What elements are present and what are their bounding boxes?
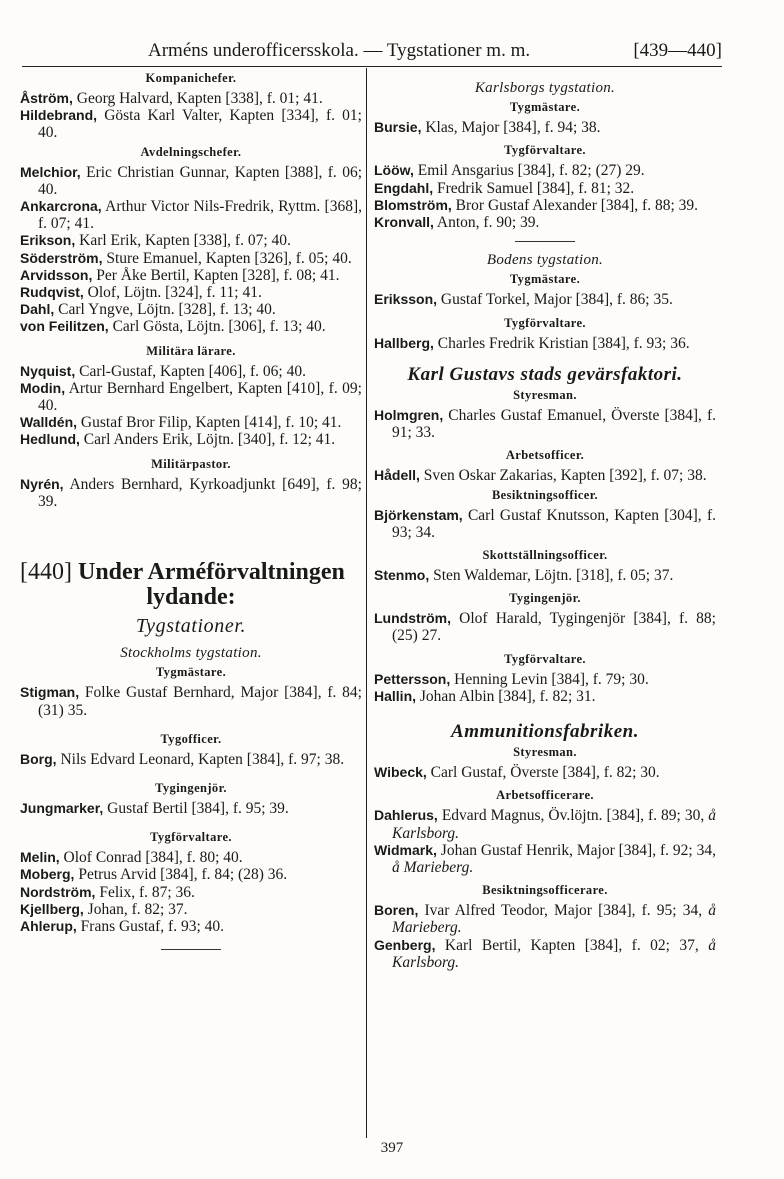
- entry-list: [20, 363, 362, 449]
- section-heading: Skottställningsofficer.: [482, 548, 608, 563]
- person-name: Lööw,: [374, 162, 414, 179]
- entry-list: [374, 467, 716, 484]
- person-entry: [20, 684, 362, 718]
- person-entry: [20, 198, 362, 232]
- person-entry: [20, 318, 362, 335]
- person-name: Moberg,: [20, 866, 75, 883]
- person-details: Johan Albin [384], f. 82; 31.: [416, 687, 596, 705]
- person-location: å Karlsborg.: [392, 807, 716, 842]
- main-heading-line2: lydande:: [146, 584, 236, 611]
- entry-list: [374, 764, 716, 781]
- entry-list: [20, 800, 362, 817]
- person-entry: [20, 431, 362, 448]
- person-entry: [374, 467, 716, 484]
- person-entry: [374, 180, 716, 197]
- person-entry: [20, 901, 362, 918]
- person-details: Klas, Major [384], f. 94; 38.: [421, 119, 601, 137]
- person-name: Stenmo,: [374, 567, 430, 584]
- person-name: Melin,: [20, 849, 60, 866]
- person-name: Eriksson,: [374, 291, 438, 308]
- entry-list: [20, 751, 362, 768]
- person-name: Boren,: [374, 902, 419, 919]
- person-details: Nils Edvard Leonard, Kapten [384], f. 97; 38.: [56, 750, 345, 768]
- person-entry: [20, 751, 362, 768]
- section-title: Ammunitionsfabriken.: [451, 721, 639, 743]
- person-name: Nyrén,: [20, 475, 64, 492]
- right-column: [374, 68, 716, 971]
- person-entry: [374, 119, 716, 136]
- section-heading: Tygingenjör.: [155, 781, 227, 796]
- section-heading: Tygförvaltare.: [504, 315, 586, 330]
- section-heading: Tygmästare.: [509, 272, 581, 287]
- station-title: Karlsborgs tygstation.: [474, 80, 616, 96]
- person-entry: [374, 610, 716, 644]
- person-details: Bror Gustaf Alexander [384], f. 88; 39.: [451, 196, 699, 214]
- person-entry: [374, 197, 716, 214]
- person-entry: [374, 902, 716, 936]
- person-name: Hallin,: [374, 687, 417, 704]
- person-details: Karl Erik, Kapten [338], f. 07; 40.: [75, 232, 291, 250]
- person-entry: [20, 414, 362, 431]
- person-details: Gösta Karl Valter, Kapten [334], f. 01; 40.: [38, 107, 362, 142]
- person-entry: [20, 107, 362, 141]
- person-details: Olof, Löjtn. [324], f. 11; 41.: [83, 284, 262, 302]
- section-heading: Arbetsofficer.: [505, 448, 585, 463]
- person-name: Jungmarker,: [20, 800, 104, 817]
- person-details: Per Åke Bertil, Kapten [328], f. 08; 41.: [92, 266, 340, 284]
- person-name: Björkenstam,: [374, 506, 463, 523]
- person-details: Johan, f. 82; 37.: [83, 900, 188, 918]
- section-heading: Besiktningsofficer.: [491, 487, 599, 502]
- person-name: von Feilitzen,: [20, 318, 109, 335]
- section-heading: Tygmästare.: [509, 100, 581, 115]
- person-details: Sten Waldemar, Löjtn. [318], f. 05; 37.: [429, 567, 674, 585]
- person-details: Sture Emanuel, Kapten [326], f. 05; 40.: [102, 249, 352, 267]
- main-heading-line1: Under Arméförvaltningen: [71, 559, 345, 586]
- person-details: Carl-Gustaf, Kapten [406], f. 06; 40.: [75, 362, 306, 380]
- person-name: Genberg,: [374, 936, 436, 953]
- person-entry: [374, 937, 716, 971]
- entry-list: [374, 507, 716, 541]
- person-details: Petrus Arvid [384], f. 84; (28) 36.: [74, 866, 288, 884]
- person-entry: [20, 866, 362, 883]
- person-name: Lundström,: [374, 610, 451, 627]
- person-name: Hildebrand,: [20, 107, 98, 124]
- person-name: Bursie,: [374, 119, 422, 136]
- person-entry: [20, 800, 362, 817]
- section-heading: Kompanichefer.: [145, 71, 237, 85]
- person-name: Åström,: [20, 90, 73, 106]
- person-entry: [374, 688, 716, 705]
- separator-rule: [161, 949, 221, 950]
- section-heading: Besiktningsofficerare.: [482, 883, 608, 898]
- person-entry: [20, 849, 362, 866]
- person-name: Rudqvist,: [20, 284, 84, 301]
- entry-list: [374, 162, 716, 231]
- person-entry: [20, 90, 362, 107]
- person-entry: [20, 476, 362, 510]
- person-details: Emil Ansgarius [384], f. 82; (27) 29.: [413, 162, 645, 180]
- person-entry: [374, 507, 716, 541]
- person-name: Ahlerup,: [20, 918, 77, 935]
- entry-list: [20, 849, 362, 935]
- person-name: Engdahl,: [374, 179, 434, 196]
- person-details: Frans Gustaf, f. 93; 40.: [76, 918, 225, 936]
- section-heading: Tygförvaltare.: [504, 651, 586, 666]
- entry-list: [374, 902, 716, 971]
- running-title: Arméns underofficersskola. — Tygstationer m. m.: [148, 40, 531, 61]
- entry-list: [374, 567, 716, 584]
- person-entry: [20, 284, 362, 301]
- person-entry: [20, 164, 362, 198]
- entry-list: [374, 291, 716, 308]
- column-divider: [366, 68, 367, 1138]
- person-entry: [374, 291, 716, 308]
- section-heading: Militära lärare.: [146, 343, 236, 358]
- person-entry: [374, 335, 716, 352]
- left-column: [20, 68, 362, 960]
- person-details: Carl Gustaf, Överste [384], f. 82; 30.: [426, 764, 660, 782]
- section-heading: Styresman.: [513, 745, 577, 760]
- main-heading-number: [440]: [20, 559, 72, 586]
- person-details: Anton, f. 90; 39.: [433, 214, 540, 232]
- person-details: Gustaf Bertil [384], f. 95; 39.: [103, 800, 289, 818]
- person-name: Blomström,: [374, 196, 452, 213]
- person-entry: [20, 250, 362, 267]
- person-entry: [20, 363, 362, 380]
- person-name: Modin,: [20, 379, 66, 396]
- person-name: Kronvall,: [374, 214, 434, 231]
- person-entry: [374, 764, 716, 781]
- person-entry: [20, 267, 362, 284]
- person-entry: [374, 842, 716, 876]
- header-rule: [22, 66, 722, 67]
- person-entry: [20, 918, 362, 935]
- person-name: Söderström,: [20, 249, 103, 266]
- person-name: Stigman,: [20, 684, 80, 701]
- person-name: Melchior,: [20, 163, 81, 180]
- person-details: Charles Gustaf Emanuel, Överste [384], f. 91; 33.: [392, 407, 716, 442]
- person-details: Felix, f. 87; 36.: [95, 883, 195, 901]
- person-details: Henning Levin [384], f. 79; 30.: [450, 670, 649, 688]
- section-heading: Militärpastor.: [151, 456, 231, 471]
- station-title: Stockholms tygstation.: [120, 645, 262, 662]
- person-details: Olof Harald, Tygingenjör [384], f. 88; (25) 27.: [392, 610, 716, 645]
- tygstationer-title: Tygstationer.: [135, 615, 247, 638]
- person-details: Gustaf Torkel, Major [384], f. 86; 35.: [437, 291, 673, 309]
- entry-list: [374, 119, 716, 136]
- person-name: Dahlerus,: [374, 807, 438, 824]
- person-name: Wibeck,: [374, 764, 427, 781]
- person-name: Dahl,: [20, 301, 55, 318]
- person-details: Sven Oskar Zakarias, Kapten [392], f. 07; 38.: [419, 467, 707, 485]
- person-entry: [374, 214, 716, 231]
- person-name: Walldén,: [20, 414, 78, 431]
- person-entry: [374, 162, 716, 179]
- person-location: å Karlsborg.: [392, 936, 716, 971]
- person-name: Pettersson,: [374, 670, 451, 687]
- person-name: Kjellberg,: [20, 900, 84, 917]
- person-location: å Marieberg.: [392, 859, 474, 877]
- section-heading: Avdelningschefer.: [140, 144, 242, 159]
- section-title: Karl Gustavs stads gevärsfaktori.: [407, 363, 683, 385]
- entry-list: [20, 90, 362, 142]
- person-details: Gustaf Bror Filip, Kapten [414], f. 10; 41.: [77, 414, 342, 432]
- entry-list: [374, 610, 716, 644]
- entry-list: [20, 684, 362, 718]
- person-details: Carl Yngve, Löjtn. [328], f. 13; 40.: [54, 301, 276, 319]
- section-heading: Tygmästare.: [155, 665, 227, 680]
- person-details: Karl Bertil, Kapten [384], f. 02; 37,: [435, 936, 709, 954]
- person-entry: [20, 884, 362, 901]
- person-name: Hådell,: [374, 467, 420, 484]
- person-details: Carl Gustaf Knutsson, Kapten [304], f. 93; 34.: [392, 506, 716, 541]
- separator-rule: [515, 241, 575, 242]
- person-details: Artur Bernhard Engelbert, Kapten [410], f. 09; 40.: [38, 379, 362, 415]
- person-name: Borg,: [20, 750, 57, 767]
- person-name: Ankarcrona,: [20, 198, 102, 215]
- person-name: Hedlund,: [20, 431, 80, 448]
- person-details: Eric Christian Gunnar, Kapten [388], f. 06; 40.: [38, 163, 362, 198]
- person-location: å Marieberg.: [392, 902, 716, 937]
- entry-list: [374, 335, 716, 352]
- person-details: Ivar Alfred Teodor, Major [384], f. 95; 34,: [418, 902, 709, 920]
- person-details: Arthur Victor Nils-Fredrik, Ryttm. [368], f. 07; 41.: [38, 198, 362, 233]
- person-name: Erikson,: [20, 232, 76, 249]
- entry-list: [20, 476, 362, 510]
- section-heading: Arbetsofficerare.: [496, 788, 594, 803]
- person-details: Anders Bernhard, Kyrkoadjunkt [649], f. 98; 39.: [38, 475, 362, 510]
- person-entry: [20, 301, 362, 318]
- station-title: Bodens tygstation.: [486, 252, 604, 269]
- entry-list: [20, 164, 362, 336]
- person-entry: [374, 807, 716, 841]
- section-heading: Tygförvaltare.: [150, 830, 232, 845]
- person-details: Fredrik Samuel [384], f. 81; 32.: [433, 179, 635, 197]
- person-name: Nordström,: [20, 883, 96, 900]
- person-name: Widmark,: [374, 841, 437, 858]
- person-name: Nyquist,: [20, 362, 76, 379]
- section-heading: Styresman.: [513, 388, 577, 403]
- person-details: Edvard Magnus, Öv.löjtn. [384], f. 89; 30,: [437, 807, 709, 825]
- person-entry: [374, 567, 716, 584]
- person-details: Johan Gustaf Henrik, Major [384], f. 92; 34,: [436, 841, 716, 859]
- person-details: Folke Gustaf Bernhard, Major [384], f. 84; (31) 35.: [38, 684, 362, 719]
- person-entry: [20, 232, 362, 249]
- person-entry: [20, 380, 362, 414]
- person-name: Holmgren,: [374, 407, 444, 424]
- entry-list: [374, 407, 716, 441]
- entry-list: [374, 671, 716, 705]
- section-heading: Tygingenjör.: [509, 591, 581, 606]
- page-range: [439—440]: [633, 40, 722, 61]
- person-name: Arvidsson,: [20, 266, 93, 283]
- section-heading: Tygförvaltare.: [504, 143, 586, 158]
- entry-list: [374, 807, 716, 876]
- person-details: Carl Anders Erik, Löjtn. [340], f. 12; 41.: [79, 431, 336, 449]
- page-number: 397: [380, 1140, 404, 1156]
- person-name: Hallberg,: [374, 334, 434, 351]
- person-details: Georg Halvard, Kapten [338], f. 01; 41.: [72, 90, 323, 107]
- person-details: Olof Conrad [384], f. 80; 40.: [59, 849, 243, 867]
- person-entry: [374, 671, 716, 688]
- person-details: Carl Gösta, Löjtn. [306], f. 13; 40.: [108, 318, 326, 336]
- main-heading: [20, 560, 362, 610]
- person-entry: [374, 407, 716, 441]
- section-heading: Tygofficer.: [160, 731, 222, 746]
- person-details: Charles Fredrik Kristian [384], f. 93; 36.: [433, 334, 690, 352]
